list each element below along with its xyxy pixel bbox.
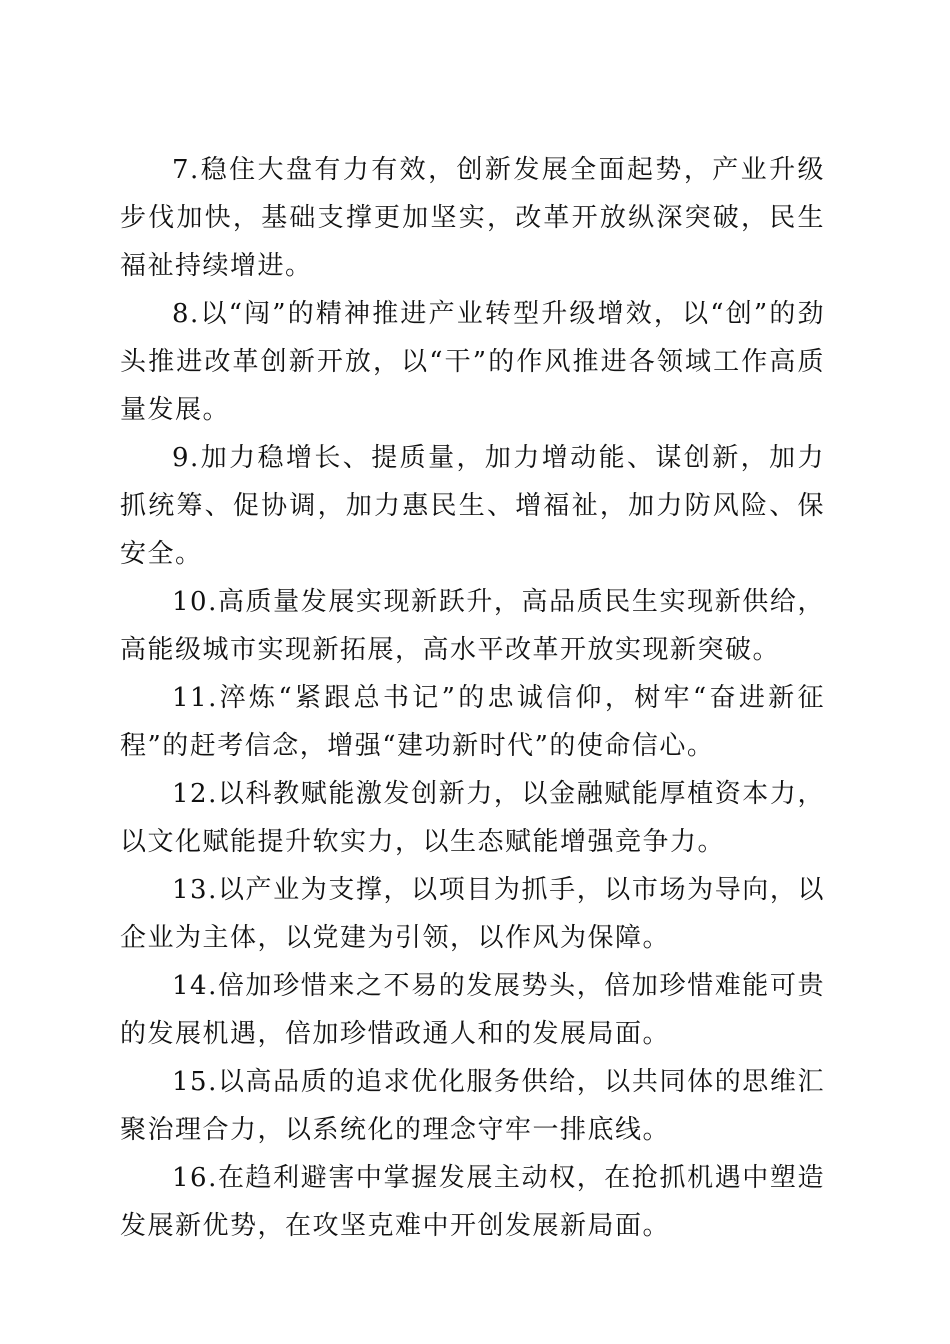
paragraph-8: 8.以“闯”的精神推进产业转型升级增效，以“创”的劲头推进改革创新开放，以“干”的作风推进各领域工作高质量发展。 bbox=[120, 299, 825, 425]
paragraph-15: 15.以高品质的追求优化服务供给，以共同体的思维汇聚治理合力，以系统化的理念守牢一排底线。 bbox=[120, 1067, 825, 1145]
paragraph-12: 12.以科教赋能激发创新力，以金融赋能厚植资本力，以文化赋能提升软实力，以生态赋能增强竞争力。 bbox=[120, 779, 825, 857]
paragraph-16: 16.在趋利避害中掌握发展主动权，在抢抓机遇中塑造发展新优势，在攻坚克难中开创发展新局面。 bbox=[120, 1163, 825, 1241]
paragraph-14: 14.倍加珍惜来之不易的发展势头，倍加珍惜难能可贵的发展机遇，倍加珍惜政通人和的发展局面。 bbox=[120, 971, 825, 1049]
paragraph-9: 9.加力稳增长、提质量，加力增动能、谋创新，加力抓统筹、促协调，加力惠民生、增福祉，加力防风险、保安全。 bbox=[120, 443, 825, 569]
paragraph-13: 13.以产业为支撑，以项目为抓手，以市场为导向，以企业为主体，以党建为引领，以作风为保障。 bbox=[120, 875, 825, 953]
document-page bbox=[120, 146, 825, 1250]
paragraph-7: 7.稳住大盘有力有效，创新发展全面起势，产业升级步伐加快，基础支撑更加坚实，改革开放纵深突破，民生福祉持续增进。 bbox=[120, 155, 825, 281]
paragraph-11: 11.淬炼“紧跟总书记”的忠诚信仰，树牢“奋进新征程”的赶考信念，增强“建功新时代”的使命信心。 bbox=[120, 683, 825, 761]
paragraph-10: 10.高质量发展实现新跃升，高品质民生实现新供给，高能级城市实现新拓展，高水平改革开放实现新突破。 bbox=[120, 587, 825, 665]
